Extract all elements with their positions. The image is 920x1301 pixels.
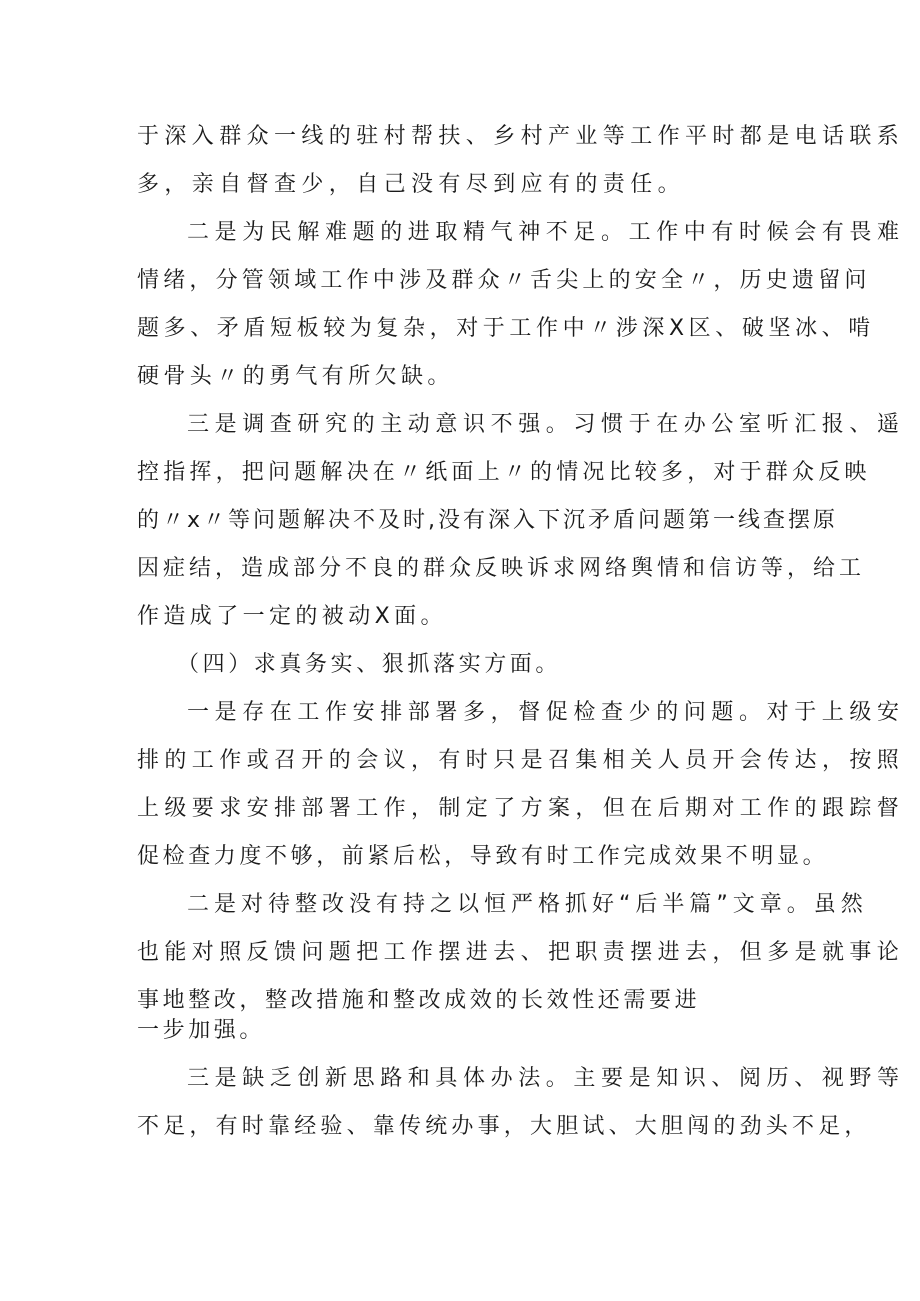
text-line: 作造成了一定的被动X面。 [137,604,447,629]
text-line: 三是缺乏创新思路和具体办法。主要是知识、阅历、视野等 [187,1066,905,1091]
text-line: 排的工作或召开的会议，有时只是召集相关人员开会传达，按照 [137,748,905,773]
text-line: 因症结，造成部分不良的群众反映诉求网络舆情和信访等，给工 [137,556,866,581]
text-line: 也能对照反馈问题把工作摆进去、把职责摆进去，但多是就事论 [137,940,905,965]
text-line: 事地整改，整改措施和整改成效的长效性还需要进 [137,988,701,1013]
text-line: 硬骨头〃的勇气有所欠缺。 [137,364,454,389]
text-line: 情绪，分管领域工作中涉及群众〃舌尖上的安全〃，历史遗留问 [137,268,871,293]
text-line: 于深入群众一线的驻村帮扶、乡村产业等工作平时都是电话联系 [137,124,905,149]
text-line: 促检查力度不够，前紧后松，导致有时工作完成效果不明显。 [137,844,829,869]
text-line: 多，亲自督查少，自己没有尽到应有的责任。 [137,172,686,197]
text-line: 三是调查研究的主动意识不强。习惯于在办公室听汇报、遥 [187,412,905,437]
text-line: 一步加强。 [137,1018,266,1043]
text-line: 控指挥，把问题解决在〃纸面上〃的情况比较多，对于群众反映 [137,460,871,485]
text-line: 不足，有时靠经验、靠传统办事，大胆试、大胆闯的劲头不足， [137,1114,871,1139]
section-heading: （四）求真务实、狠抓落实方面。 [177,652,562,677]
text-line: 二是对待整改没有持之以恒严格抓好“后半篇”文章。虽然 [187,892,868,917]
text-line: 题多、矛盾短板较为复杂，对于工作中〃涉深X区、破坚冰、啃 [137,316,875,341]
text-line: 二是为民解难题的进取精气神不足。工作中有时候会有畏难 [187,220,905,245]
text-line: 的〃x〃等问题解决不及时,没有深入下沉矛盾问题第一线查摆原 [137,508,839,533]
text-line: 上级要求安排部署工作，制定了方案，但在后期对工作的跟踪督 [137,796,905,821]
text-line: 一是存在工作安排部署多，督促检查少的问题。对于上级安 [187,700,905,725]
